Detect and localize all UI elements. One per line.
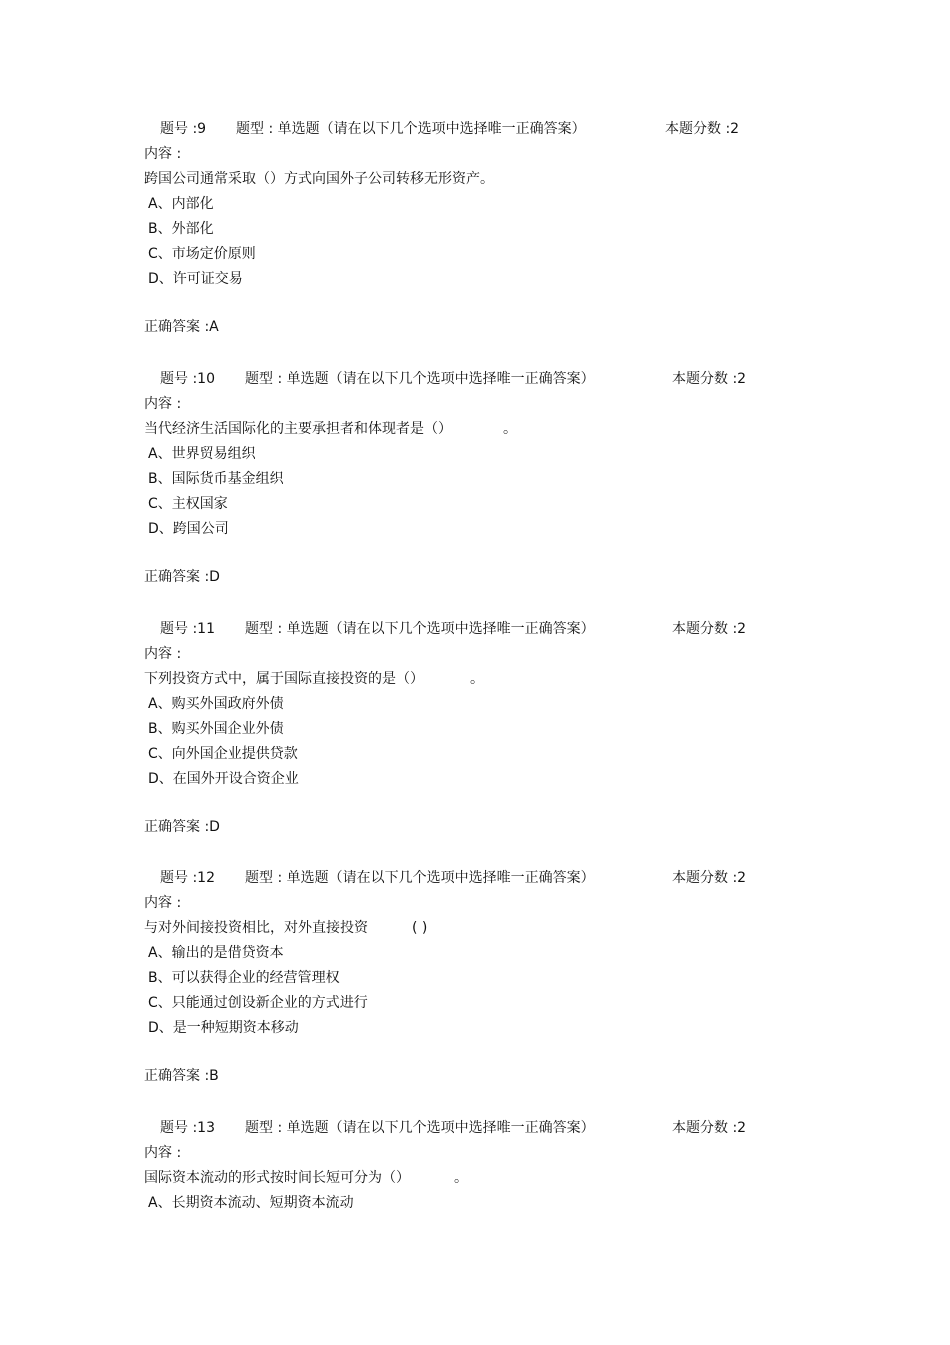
option-d: D、是一种短期资本移动 [148,1020,299,1036]
question-score: 本题分数 :2 [665,121,740,137]
option-d: D、许可证交易 [148,271,243,287]
question-stem: 下列投资方式中，属于国际直接投资的是（） [144,671,424,687]
correct-answer: 正确答案 :A [144,319,219,335]
question-type: 题型 : 单选题（请在以下几个选项中选择唯一正确答案） [245,870,595,886]
question-stem: 与对外间接投资相比，对外直接投资 [144,920,368,936]
question-9 [0,120,950,360]
correct-answer: 正确答案 :D [144,569,220,585]
question-score: 本题分数 :2 [672,621,747,637]
option-a: A、长期资本流动、短期资本流动 [148,1195,354,1211]
option-a: A、购买外国政府外债 [148,696,284,712]
option-c: C、市场定价原则 [148,246,256,262]
question-stem-suffix: ( ) [412,920,428,936]
question-type: 题型 : 单选题（请在以下几个选项中选择唯一正确答案） [236,121,586,137]
question-stem-suffix: 。 [454,1170,468,1186]
option-d: D、在国外开设合资企业 [148,771,299,787]
option-c: C、主权国家 [148,496,228,512]
question-type: 题型 : 单选题（请在以下几个选项中选择唯一正确答案） [245,1120,595,1136]
question-stem: 当代经济生活国际化的主要承担者和体现者是（） [144,421,452,437]
question-12 [0,869,950,1109]
question-stem: 跨国公司通常采取（）方式向国外子公司转移无形资产。 [144,171,494,187]
question-score: 本题分数 :2 [672,1120,747,1136]
option-a: A、输出的是借贷资本 [148,945,284,961]
option-d: D、跨国公司 [148,521,229,537]
option-b: B、外部化 [148,221,214,237]
question-10 [0,370,950,610]
question-score: 本题分数 :2 [672,870,747,886]
correct-answer: 正确答案 :D [144,819,220,835]
option-c: C、只能通过创设新企业的方式进行 [148,995,368,1011]
question-stem-suffix: 。 [470,671,484,687]
question-11 [0,620,950,860]
content-label: 内容 : [144,1145,182,1161]
option-b: B、购买外国企业外债 [148,721,284,737]
question-13 [0,1119,950,1229]
option-a: A、世界贸易组织 [148,446,256,462]
option-b: B、可以获得企业的经营管理权 [148,970,340,986]
content-label: 内容 : [144,396,182,412]
question-type: 题型 : 单选题（请在以下几个选项中选择唯一正确答案） [245,371,595,387]
question-type: 题型 : 单选题（请在以下几个选项中选择唯一正确答案） [245,621,595,637]
option-c: C、向外国企业提供贷款 [148,746,298,762]
correct-answer: 正确答案 :B [144,1068,219,1084]
content-label: 内容 : [144,646,182,662]
question-stem-suffix: 。 [503,421,517,437]
content-label: 内容 : [144,895,182,911]
question-score: 本题分数 :2 [672,371,747,387]
option-a: A、内部化 [148,196,214,212]
content-label: 内容 : [144,146,182,162]
question-number: 题号 :11 [160,621,215,637]
question-number: 题号 :10 [160,371,215,387]
question-number: 题号 :13 [160,1120,215,1136]
question-number: 题号 :12 [160,870,215,886]
question-number: 题号 :9 [160,121,207,137]
question-stem: 国际资本流动的形式按时间长短可分为（） [144,1170,410,1186]
option-b: B、国际货币基金组织 [148,471,284,487]
